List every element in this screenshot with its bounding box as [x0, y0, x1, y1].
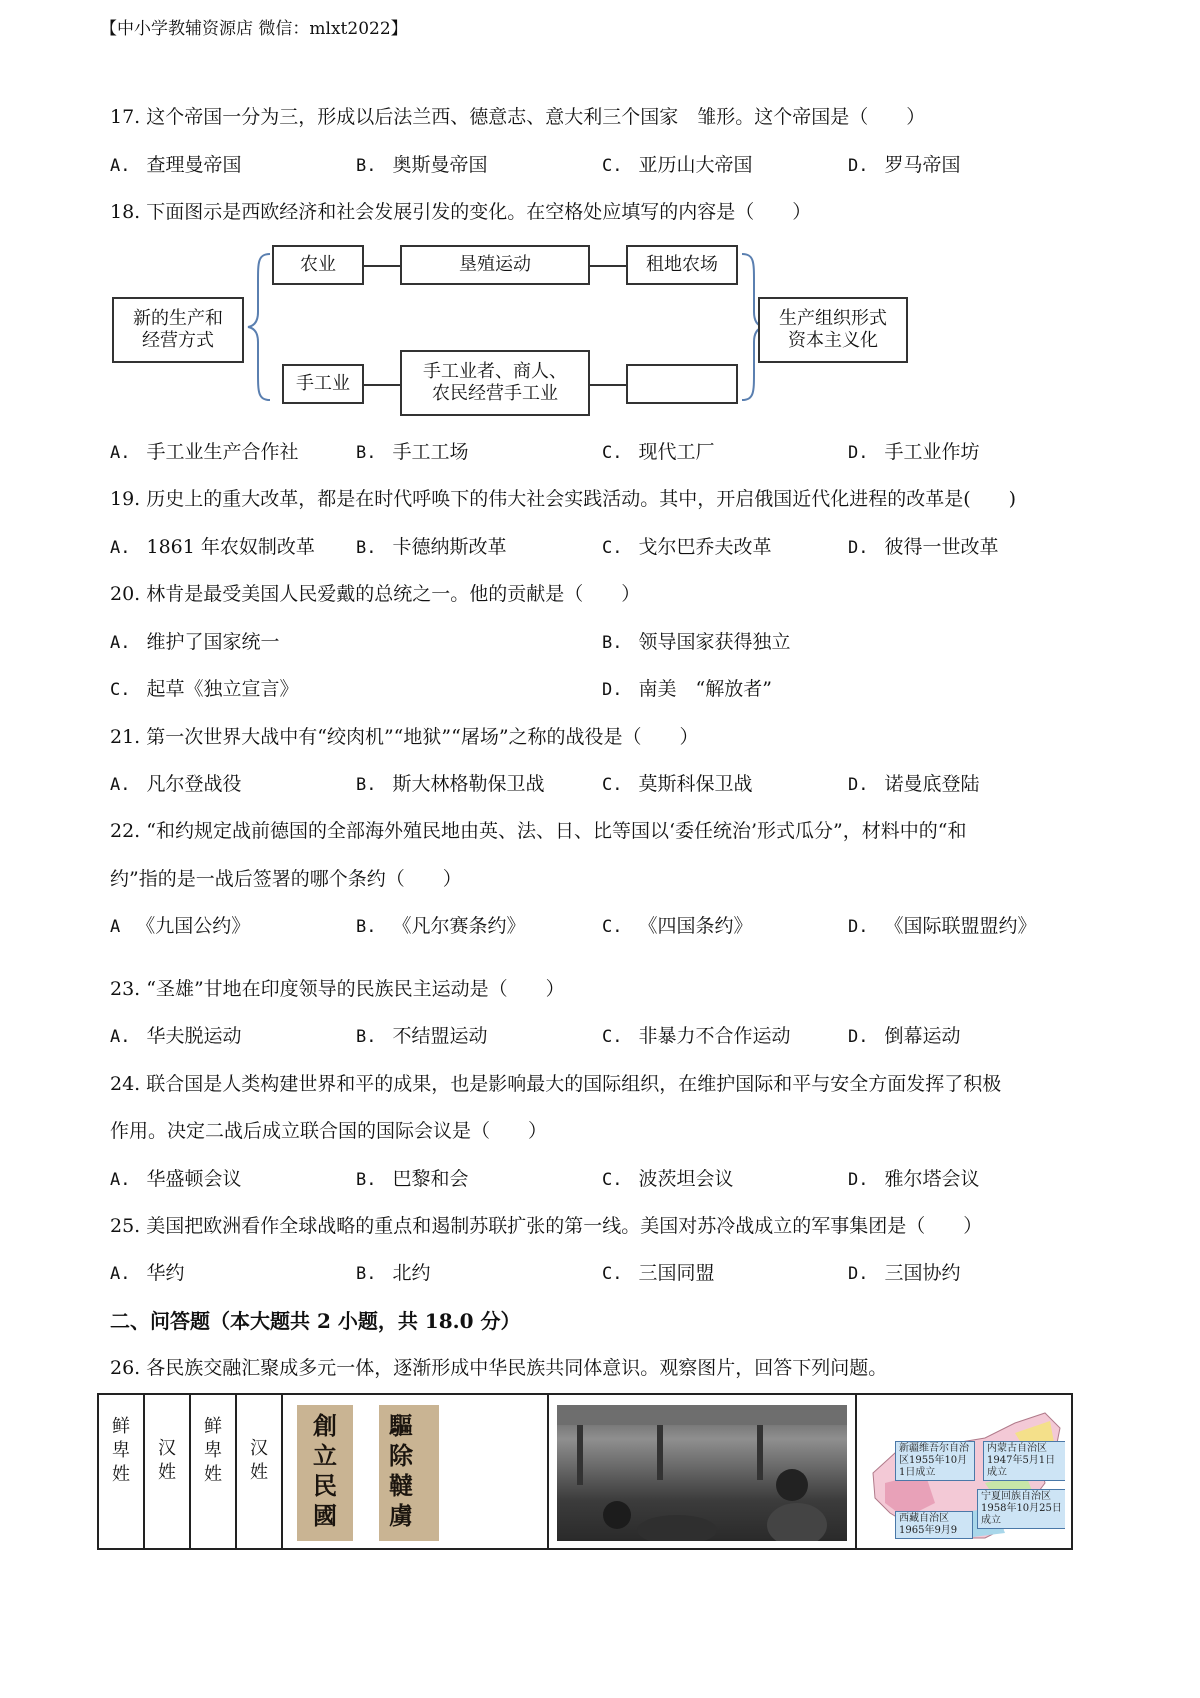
q18-option-c[interactable]: C. 现代工厂	[602, 441, 715, 463]
q17-option-a[interactable]: A. 查理曼帝国	[110, 154, 242, 176]
q21-option-c[interactable]: C. 莫斯科保卫战	[602, 773, 753, 795]
q25-option-a[interactable]: A. 华约	[110, 1262, 185, 1284]
q21-option-b[interactable]: B. 斯大林格勒保卫战	[356, 773, 545, 795]
q25-option-b[interactable]: B. 北约	[356, 1262, 431, 1284]
left-brace-icon	[246, 252, 272, 402]
diagram-farm-box: 租地农场	[626, 245, 738, 285]
q23-option-b[interactable]: B. 不结盟运动	[356, 1025, 488, 1047]
q20-option-b[interactable]: B. 领导国家获得独立	[602, 631, 791, 653]
q22-option-c[interactable]: C. 《四国条约》	[602, 915, 753, 937]
q21-option-d[interactable]: D. 诺曼底登陆	[848, 773, 980, 795]
question-21-stem: 21. 第一次世界大战中有“绞肉机”“地狱”“屠场”之称的战役是（ ）	[110, 726, 699, 748]
q22-option-a[interactable]: A 《九国公约》	[110, 915, 251, 937]
connector	[590, 265, 626, 267]
q19-option-d[interactable]: D. 彼得一世改革	[848, 536, 999, 558]
map-label-ningxia: 宁夏回族自治区1958年10月25日成立	[977, 1489, 1065, 1529]
han-surname-label: 汉姓	[250, 1438, 268, 1483]
diagram-right-box: 生产组织形式资本主义化	[758, 297, 908, 363]
calligraphy-image-1: 創立民國	[297, 1405, 353, 1541]
q17-option-c[interactable]: C. 亚历山大帝国	[602, 154, 753, 176]
xianbei-surname-label: 鲜卑姓	[204, 1416, 222, 1485]
q17-option-d[interactable]: D. 罗马帝国	[848, 154, 961, 176]
question-17-stem: 17. 这个帝国一分为三，形成以后法兰西、德意志、意大利三个国家 雏形。这个帝国是（ ）	[110, 106, 926, 128]
diagram-handicraft-box: 手工业	[282, 364, 364, 404]
q24-option-a[interactable]: A. 华盛顿会议	[110, 1168, 242, 1190]
question-26-stem: 26. 各民族交融汇聚成多元一体，逐渐形成中华民族共同体意识。观察图片，回答下列问题。	[110, 1357, 888, 1379]
historical-photo-image	[557, 1405, 847, 1541]
question-19-stem: 19. 历史上的重大改革，都是在时代呼唤下的伟大社会实践活动。其中，开启俄国近代化进程的改革是( )	[110, 488, 1017, 510]
table-cell-han-1	[145, 1395, 191, 1548]
map-label-xinjiang: 新疆维吾尔自治区1955年10月1日成立	[895, 1441, 975, 1481]
xianbei-surname-label: 鲜卑姓	[112, 1416, 130, 1485]
q18-option-d[interactable]: D. 手工业作坊	[848, 441, 980, 463]
section-2-heading: 二、问答题（本大题共 2 小题，共 18.0 分）	[110, 1309, 521, 1333]
china-autonomous-regions-map	[865, 1403, 1065, 1543]
diagram-reclamation-box: 垦殖运动	[400, 245, 590, 285]
diagram-left-box: 新的生产和经营方式	[112, 297, 244, 363]
question-18-stem: 18. 下面图示是西欧经济和社会发展引发的变化。在空格处应填写的内容是（ ）	[110, 201, 812, 223]
q20-option-a[interactable]: A. 维护了国家统一	[110, 631, 280, 653]
calligraphy-image-2: 驅除韃虜	[379, 1405, 439, 1541]
connector	[364, 265, 400, 267]
question-23-stem: 23. “圣雄”甘地在印度领导的民族民主运动是（ ）	[110, 978, 565, 1000]
connector	[590, 384, 626, 386]
table-cell-photo	[549, 1395, 857, 1548]
table-cell-han-2	[237, 1395, 283, 1548]
table-cell-map	[857, 1395, 1071, 1548]
q17-option-b[interactable]: B. 奥斯曼帝国	[356, 154, 488, 176]
diagram-agriculture-box: 农业	[272, 245, 364, 285]
question-22-stem-line1: 22. “和约规定战前德国的全部海外殖民地由英、法、日、比等国以‘委任统治’形式瓜分”，材料中的“和	[110, 820, 967, 842]
q19-option-b[interactable]: B. 卡德纳斯改革	[356, 536, 507, 558]
question-24-stem-line2: 作用。决定二战后成立联合国的国际会议是（ ）	[110, 1120, 548, 1142]
table-cell-xianbei-1	[99, 1395, 145, 1548]
q20-option-d[interactable]: D. 南美 “解放者”	[602, 678, 772, 700]
q19-option-c[interactable]: C. 戈尔巴乔夫改革	[602, 536, 772, 558]
q22-option-d[interactable]: D. 《国际联盟盟约》	[848, 915, 1037, 937]
q19-option-a[interactable]: A. 1861 年农奴制改革	[110, 536, 315, 558]
q26-image-table	[97, 1393, 1073, 1550]
q24-option-c[interactable]: C. 波茨坦会议	[602, 1168, 734, 1190]
table-cell-calligraphy	[283, 1395, 549, 1548]
table-cell-xianbei-2	[191, 1395, 237, 1548]
diagram-blank-box	[626, 364, 738, 404]
q18-option-a[interactable]: A. 手工业生产合作社	[110, 441, 299, 463]
q18-option-b[interactable]: B. 手工工场	[356, 441, 469, 463]
q25-option-c[interactable]: C. 三国同盟	[602, 1262, 715, 1284]
han-surname-label: 汉姓	[158, 1438, 176, 1483]
q22-option-b[interactable]: B. 《凡尔赛条约》	[356, 915, 526, 937]
question-20-stem: 20. 林肯是最受美国人民爱戴的总统之一。他的贡献是（ ）	[110, 583, 641, 605]
diagram-merchants-box: 手工业者、商人、农民经营手工业	[400, 350, 590, 416]
q24-option-d[interactable]: D. 雅尔塔会议	[848, 1168, 980, 1190]
page-header: 【中小学教辅资源店 微信：mlxt2022】	[100, 19, 408, 39]
map-label-neimenggu: 内蒙古自治区1947年5月1日成立	[983, 1441, 1065, 1481]
q24-option-b[interactable]: B. 巴黎和会	[356, 1168, 469, 1190]
q25-option-d[interactable]: D. 三国协约	[848, 1262, 961, 1284]
q20-option-c[interactable]: C. 起草《独立宣言》	[110, 678, 299, 700]
q21-option-a[interactable]: A. 凡尔登战役	[110, 773, 242, 795]
q23-option-d[interactable]: D. 倒幕运动	[848, 1025, 961, 1047]
connector	[364, 384, 400, 386]
question-24-stem-line1: 24. 联合国是人类构建世界和平的成果，也是影响最大的国际组织，在维护国际和平与安全方面发挥了积极	[110, 1073, 1002, 1095]
q23-option-a[interactable]: A. 华夫脱运动	[110, 1025, 242, 1047]
map-label-xizang: 西藏自治区1965年9月9	[895, 1511, 973, 1539]
question-22-stem-line2: 约”指的是一战后签署的哪个条约（ ）	[110, 868, 462, 890]
question-25-stem: 25. 美国把欧洲看作全球战略的重点和遏制苏联扩张的第一线。美国对苏冷战成立的军事集团是（ ）	[110, 1215, 983, 1237]
q23-option-c[interactable]: C. 非暴力不合作运动	[602, 1025, 791, 1047]
